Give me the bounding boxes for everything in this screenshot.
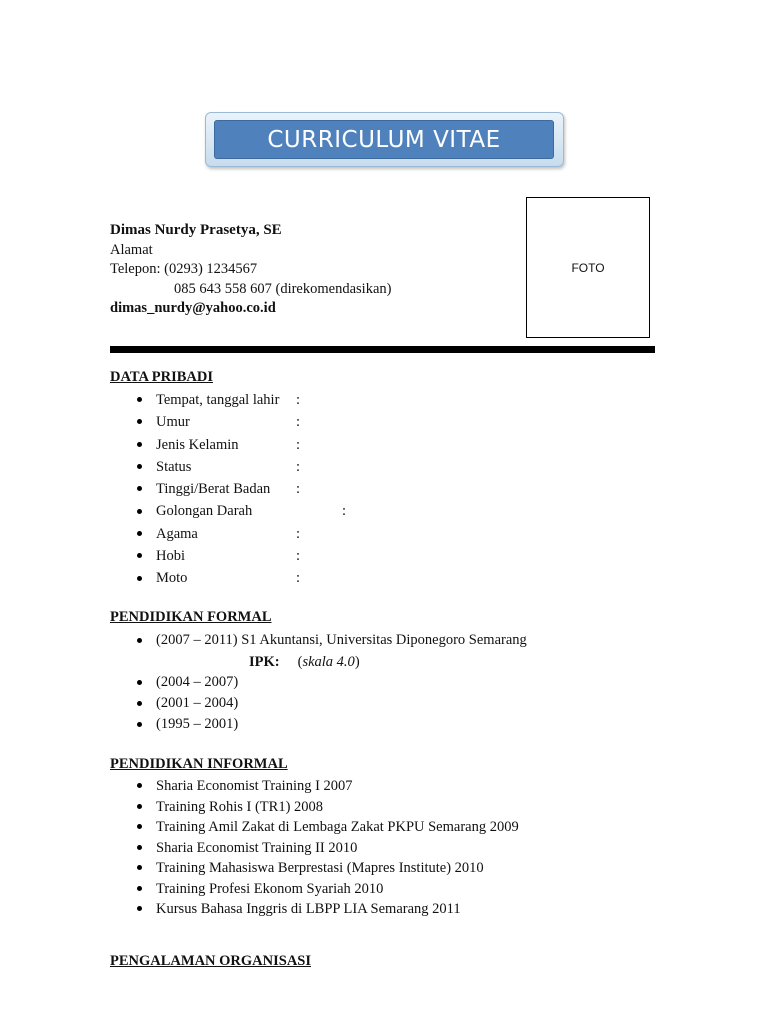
- list-item: Training Amil Zakat di Lembaga Zakat PKPU Semarang 2009: [110, 817, 519, 838]
- field-label: Umur: [156, 414, 190, 431]
- field-separator: :: [296, 436, 301, 453]
- contact-block: [110, 221, 391, 319]
- ipk-label: IPK:: [249, 654, 280, 670]
- list-item: (2007 – 2011) S1 Akuntansi, Universitas Diponegoro Semarang: [110, 630, 527, 651]
- photo-placeholder: [526, 197, 650, 338]
- document-title: CURRICULUM VITAE: [214, 120, 554, 159]
- section-heading-pengalaman-organisasi: PENGALAMAN ORGANISASI: [110, 953, 312, 969]
- formal-education-list: [110, 630, 527, 651]
- field-separator: :: [296, 458, 301, 475]
- personal-data-list: [110, 389, 346, 590]
- field-label: Tempat, tanggal lahir: [156, 392, 280, 408]
- field-label: Agama: [156, 525, 198, 542]
- formal-education-list-continued: [110, 672, 238, 735]
- section-heading-data-pribadi: DATA PRIBADI: [110, 369, 213, 385]
- field-separator: :: [296, 481, 301, 498]
- horizontal-divider: [110, 346, 655, 353]
- field-separator: :: [296, 525, 301, 542]
- list-item: (2004 – 2007): [110, 672, 238, 693]
- person-name: Dimas Nurdy Prasetya, SE: [110, 222, 282, 238]
- list-item: Training Rohis I (TR1) 2008: [110, 797, 519, 818]
- list-item: Training Mahasiswa Berprestasi (Mapres Institute) 2010: [110, 858, 519, 879]
- list-item: [110, 456, 346, 478]
- field-separator: :: [296, 548, 301, 565]
- title-banner: [205, 112, 564, 167]
- list-item: [110, 500, 346, 522]
- address-label: Alamat: [110, 241, 153, 258]
- email-address: dimas_nurdy@yahoo.co.id: [110, 300, 276, 316]
- list-item: Sharia Economist Training I 2007: [110, 776, 519, 797]
- ipk-scale: (skala 4.0): [297, 654, 360, 670]
- field-label: Golongan Darah: [156, 503, 253, 520]
- field-separator: :: [296, 414, 301, 431]
- field-separator: :: [342, 503, 347, 520]
- phone-line: Telepon: (0293) 1234567: [110, 261, 258, 277]
- list-item: [110, 545, 346, 567]
- list-item: [110, 411, 346, 433]
- field-separator: :: [296, 392, 301, 408]
- list-item: [110, 434, 346, 456]
- section-heading-pendidikan-informal: PENDIDIKAN INFORMAL: [110, 756, 288, 772]
- phone-line-secondary: 085 643 558 607 (direkomendasikan): [174, 280, 392, 297]
- field-label: Jenis Kelamin: [156, 436, 239, 453]
- list-item: Training Profesi Ekonom Syariah 2010: [110, 879, 519, 900]
- ipk-row: [249, 652, 360, 672]
- list-item: [110, 523, 346, 545]
- field-label: Moto: [156, 570, 188, 587]
- ipk-scale-text: skala 4.0: [302, 654, 355, 670]
- list-item: Sharia Economist Training II 2010: [110, 838, 519, 859]
- list-item: (1995 – 2001): [110, 714, 238, 735]
- photo-label: FOTO: [571, 260, 605, 275]
- list-item: (2001 – 2004): [110, 693, 238, 714]
- list-item: [110, 567, 346, 589]
- informal-education-list: [110, 776, 519, 920]
- field-label: Status: [156, 458, 192, 475]
- field-label: Hobi: [156, 548, 185, 565]
- section-heading-pendidikan-formal: PENDIDIKAN FORMAL: [110, 609, 272, 625]
- list-item: [110, 389, 346, 411]
- field-separator: :: [296, 570, 301, 587]
- list-item: [110, 478, 346, 500]
- field-label: Tinggi/Berat Badan: [156, 481, 271, 498]
- list-item: Kursus Bahasa Inggris di LBPP LIA Semarang 2011: [110, 899, 519, 920]
